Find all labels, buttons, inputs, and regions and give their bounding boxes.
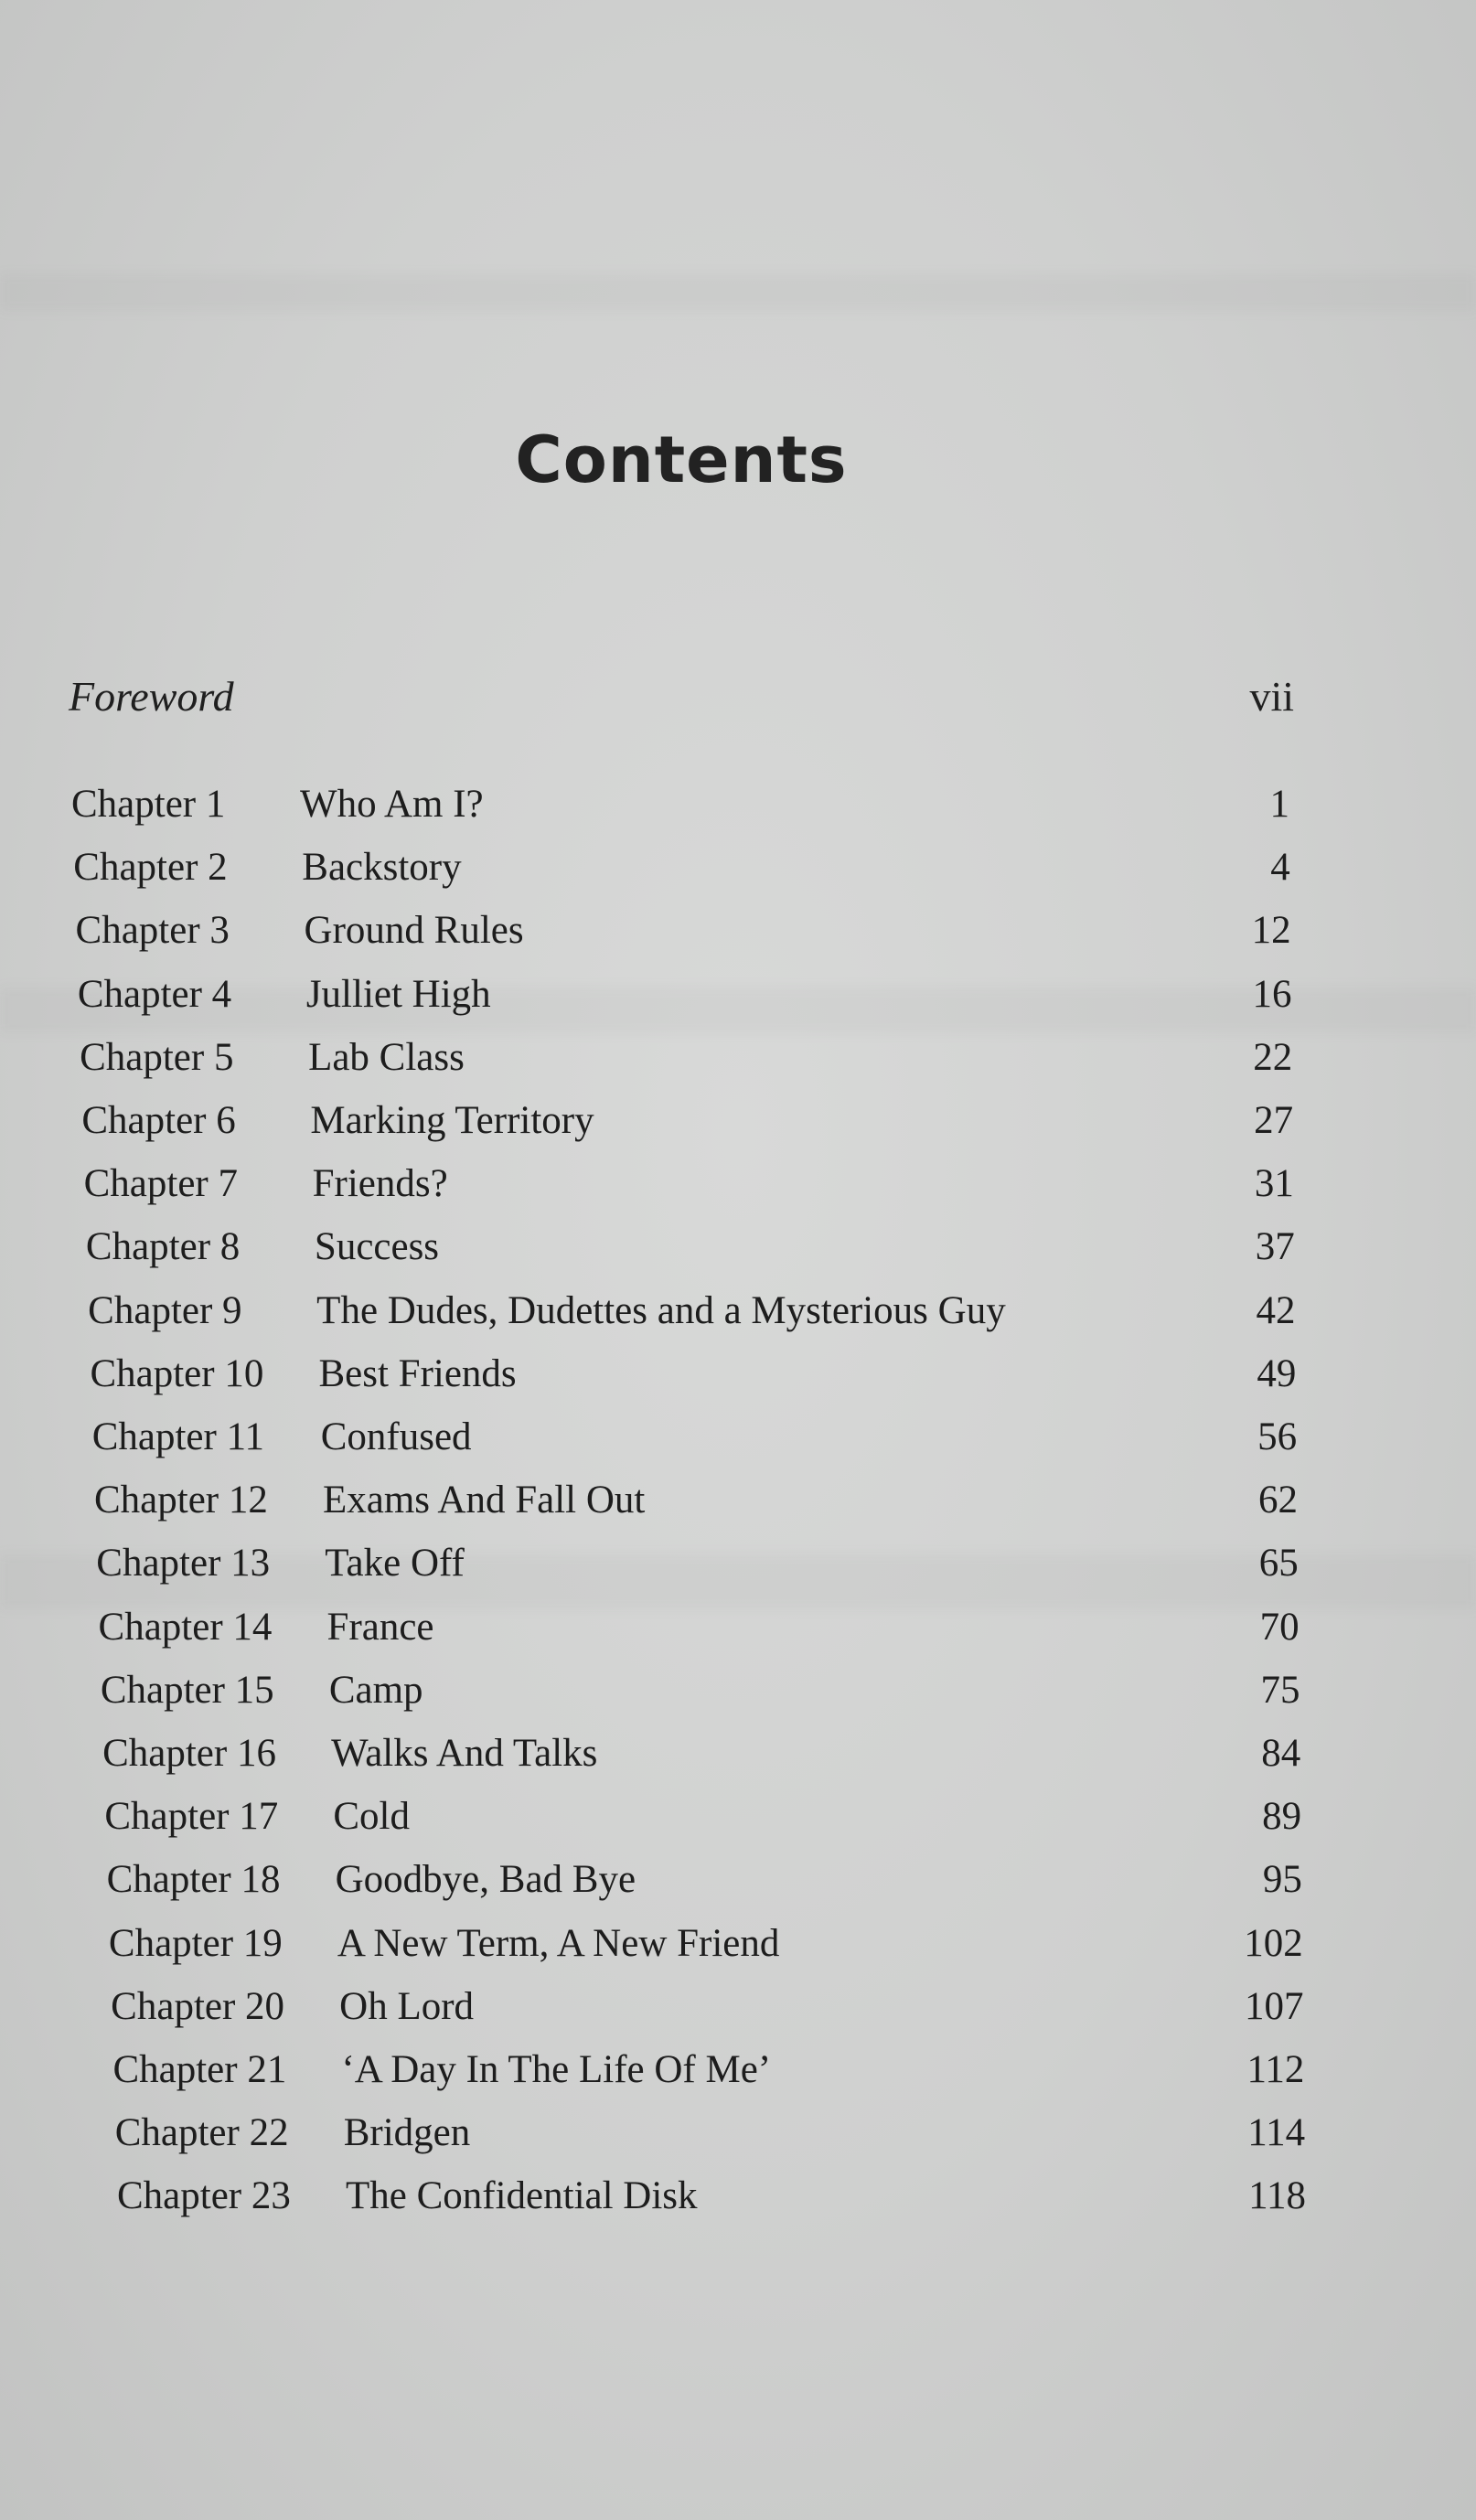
chapter-label: Chapter 3 <box>75 909 230 953</box>
chapter-title: Who Am I? <box>300 783 484 826</box>
chapter-page-number: 12 <box>1251 909 1291 953</box>
toc-entry <box>90 1351 1296 1406</box>
chapter-label: Chapter 23 <box>117 2174 291 2218</box>
chapter-title: A New Term, A New Friend <box>337 1921 780 1965</box>
toc-entry <box>86 1224 1295 1279</box>
chapter-page-number: 95 <box>1262 1858 1302 1902</box>
chapter-page-number: 22 <box>1253 1035 1293 1079</box>
chapter-title: Exams And Fall Out <box>323 1479 646 1522</box>
chapter-page-number: 31 <box>1254 1162 1294 1206</box>
chapter-label: Chapter 6 <box>81 1099 236 1142</box>
toc-entry <box>101 1668 1300 1723</box>
toc-entry <box>102 1731 1300 1786</box>
chapter-title: Success <box>314 1225 440 1269</box>
toc-entry <box>84 1161 1294 1216</box>
toc-entry <box>112 2047 1304 2102</box>
chapter-label: Chapter 2 <box>73 846 228 890</box>
foreword-entry <box>69 672 1294 721</box>
chapter-title: Marking Territory <box>310 1099 594 1142</box>
chapter-title: Oh Lord <box>339 1984 475 2028</box>
chapter-label: Chapter 13 <box>96 1542 271 1586</box>
toc-entry <box>71 782 1289 837</box>
toc-entry <box>88 1288 1295 1343</box>
chapter-label: Chapter 17 <box>104 1795 279 1839</box>
foreword-page-number: vii <box>1249 673 1294 720</box>
chapter-label: Chapter 9 <box>88 1288 242 1332</box>
chapter-page-number: 114 <box>1247 2111 1306 2155</box>
chapter-title: Julliet High <box>305 972 491 1016</box>
chapter-page-number: 16 <box>1252 972 1292 1016</box>
chapter-title: Ground Rules <box>304 909 524 953</box>
toc-entry <box>92 1415 1297 1469</box>
chapter-title: The Dudes, Dudettes and a Mysterious Guy <box>316 1288 1006 1332</box>
chapter-label: Chapter 1 <box>71 783 226 826</box>
chapter-label: Chapter 12 <box>94 1479 268 1522</box>
chapter-label: Chapter 21 <box>112 2048 287 2091</box>
chapter-page-number: 62 <box>1258 1479 1298 1522</box>
toc-entry <box>80 1035 1292 1090</box>
chapter-page-number: 42 <box>1256 1288 1296 1332</box>
chapter-title: The Confidential Disk <box>346 2174 698 2218</box>
chapter-label: Chapter 14 <box>98 1605 273 1649</box>
toc-entry <box>115 2110 1305 2165</box>
chapter-label: Chapter 15 <box>100 1668 274 1712</box>
toc-entry <box>117 2173 1306 2228</box>
toc-entry <box>109 1921 1303 1976</box>
foreword-label: Foreword <box>69 673 234 720</box>
chapter-label: Chapter 11 <box>91 1415 264 1458</box>
chapter-page-number: 107 <box>1245 1984 1304 2028</box>
toc-entry <box>94 1478 1298 1532</box>
toc-entry <box>73 845 1290 900</box>
chapter-page-number: 56 <box>1257 1415 1298 1458</box>
chapter-page-number: 118 <box>1248 2174 1306 2218</box>
chapter-label: Chapter 20 <box>111 1984 285 2028</box>
chapter-page-number: 102 <box>1244 1921 1303 1965</box>
page-title: Contents <box>515 422 848 497</box>
chapter-title: Goodbye, Bad Bye <box>335 1858 636 1902</box>
chapter-title: Best Friends <box>318 1351 517 1395</box>
toc-entry <box>99 1605 1300 1660</box>
toc-entry <box>78 972 1292 1027</box>
chapter-page-number: 49 <box>1257 1351 1297 1395</box>
chapter-page-number: 1 <box>1269 783 1289 826</box>
chapter-label: Chapter 5 <box>80 1035 234 1079</box>
chapter-title: Bridgen <box>343 2111 471 2155</box>
chapter-page-number: 84 <box>1261 1732 1301 1775</box>
chapter-page-number: 89 <box>1262 1795 1302 1839</box>
chapter-title: Walks And Talks <box>331 1732 598 1775</box>
chapter-label: Chapter 22 <box>114 2111 289 2155</box>
chapter-page-number: 75 <box>1260 1668 1300 1712</box>
toc-entry <box>81 1098 1293 1153</box>
chapter-title: France <box>326 1605 434 1649</box>
chapter-label: Chapter 4 <box>77 972 232 1016</box>
chapter-title: Confused <box>320 1415 472 1458</box>
toc-entry <box>76 908 1291 963</box>
chapter-title: Lab Class <box>308 1035 465 1079</box>
chapter-title: Camp <box>328 1668 423 1712</box>
chapter-label: Chapter 7 <box>83 1162 238 1206</box>
toc-entry <box>107 1857 1302 1912</box>
chapter-label: Chapter 16 <box>102 1732 276 1775</box>
chapter-page-number: 4 <box>1270 846 1290 890</box>
chapter-page-number: 65 <box>1258 1542 1299 1586</box>
chapter-title: ‘A Day In The Life Of Me’ <box>341 2048 772 2091</box>
chapter-page-number: 70 <box>1259 1605 1300 1649</box>
chapter-page-number: 37 <box>1255 1225 1295 1269</box>
chapter-label: Chapter 18 <box>106 1858 281 1902</box>
chapter-title: Cold <box>333 1795 410 1839</box>
chapter-title: Take Off <box>325 1542 465 1586</box>
chapter-page-number: 27 <box>1254 1099 1294 1142</box>
toc-entry <box>96 1541 1299 1596</box>
chapter-title: Friends? <box>312 1162 448 1206</box>
chapter-label: Chapter 19 <box>108 1921 283 1965</box>
toc-entry <box>111 1984 1303 2039</box>
bleed-through-shade <box>0 274 1476 311</box>
chapter-page-number: 112 <box>1246 2048 1305 2091</box>
toc-entry <box>104 1794 1301 1849</box>
chapter-title: Backstory <box>302 846 462 890</box>
chapter-label: Chapter 10 <box>90 1351 264 1395</box>
chapter-label: Chapter 8 <box>85 1225 241 1269</box>
